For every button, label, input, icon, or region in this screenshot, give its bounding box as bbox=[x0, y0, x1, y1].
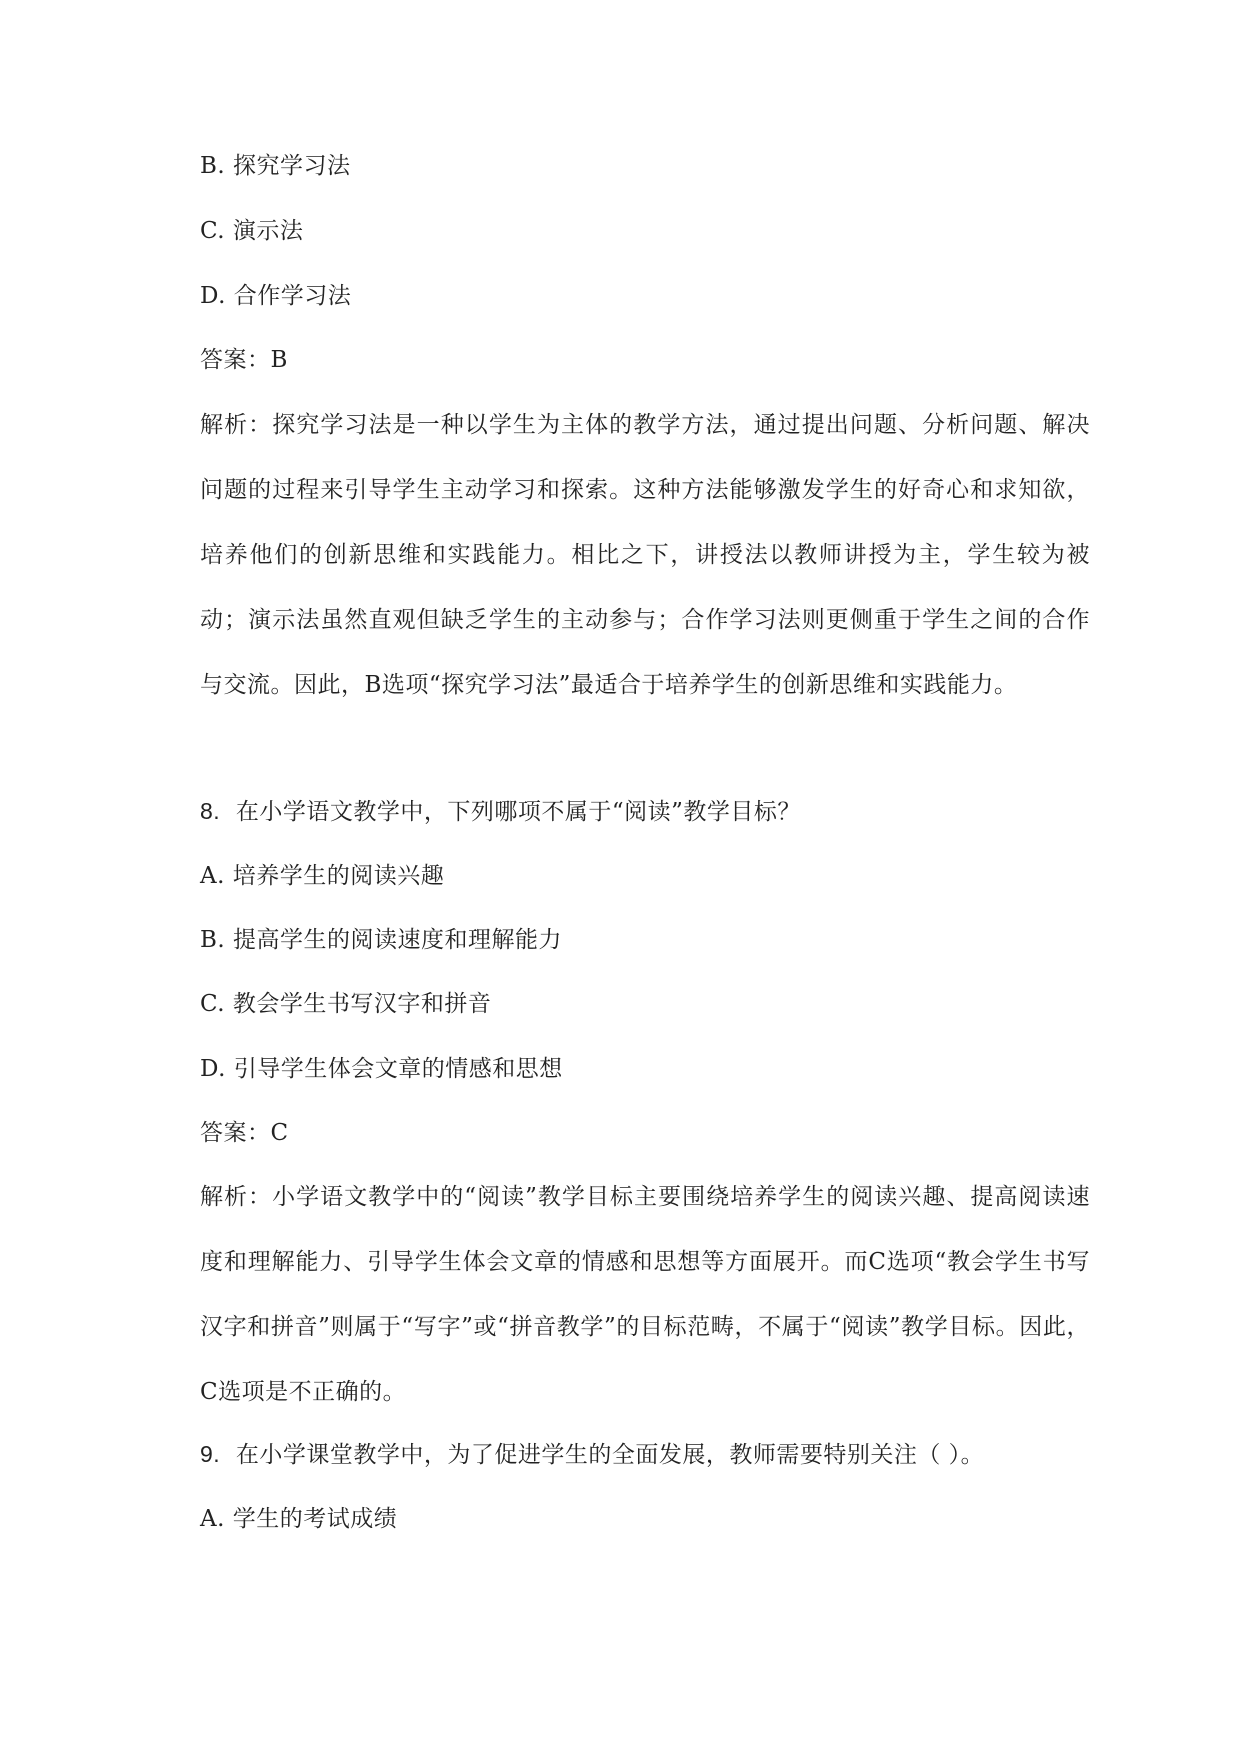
q8-option-c: C. 教会学生书写汉字和拼音 bbox=[200, 991, 492, 1017]
q9-number: 9. bbox=[200, 1441, 221, 1467]
q7-answer: 答案：B bbox=[200, 347, 288, 373]
q9-stem: 在小学课堂教学中，为了促进学生的全面发展，教师需要特别关注（ ）。 bbox=[235, 1442, 985, 1468]
q9-option-a: A. 学生的考试成绩 bbox=[200, 1506, 398, 1532]
q7-option-b: B. 探究学习法 bbox=[200, 153, 351, 179]
q8-stem-line bbox=[200, 795, 1090, 828]
q8-option-a: A. 培养学生的阅读兴趣 bbox=[200, 863, 445, 889]
q8-analysis: 解析：小学语文教学中的“阅读”教学目标主要围绕培养学生的阅读兴趣、提高阅读速度和理解能力、引导学生体会文章的情感和思想等方面展开。而C选项“教会学生书写汉字和拼音”则属于“写字”或“拼音教学”的目标范畴，不属于“阅读”教学目标。因此，C选项是不正确的。 bbox=[200, 1184, 1090, 1405]
q7-option-d: D. 合作学习法 bbox=[200, 283, 352, 309]
q9-stem-line bbox=[200, 1438, 1090, 1471]
q8-answer: 答案：C bbox=[200, 1120, 289, 1146]
q8-number: 8. bbox=[200, 798, 221, 824]
q8-stem: 在小学语文教学中，下列哪项不属于“阅读”教学目标？ bbox=[235, 799, 801, 825]
q7-analysis: 解析：探究学习法是一种以学生为主体的教学方法，通过提出问题、分析问题、解决问题的过程来引导学生主动学习和探索。这种方法能够激发学生的好奇心和求知欲，培养他们的创新思维和实践能力。相比之下，讲授法以教师讲授为主，学生较为被动；演示法虽然直观但缺乏学生的主动参与；合作学习法则更侧重于学生之间的合作与交流。因此，B选项“探究学习法”最适合于培养学生的创新思维和实践能力。 bbox=[200, 412, 1090, 698]
q8-option-d: D. 引导学生体会文章的情感和思想 bbox=[200, 1056, 563, 1082]
q8-option-b: B. 提高学生的阅读速度和理解能力 bbox=[200, 927, 563, 953]
q7-option-c: C. 演示法 bbox=[200, 218, 304, 244]
